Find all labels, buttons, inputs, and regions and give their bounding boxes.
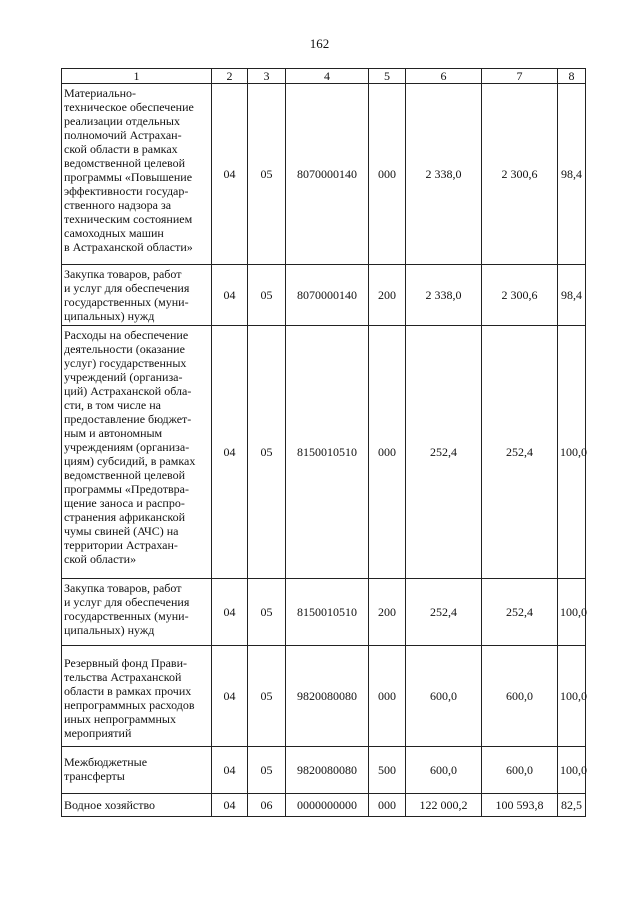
row-name: Резервный фонд Прави- тельства Астраханской области в рамках прочих непрограммных расходов иных непрограммных мероприятий bbox=[62, 646, 212, 747]
cell-target-article: 8070000140 bbox=[286, 265, 369, 326]
cell-executed: 600,0 bbox=[482, 747, 558, 794]
cell-subsection: 05 bbox=[248, 326, 286, 579]
cell-subsection: 05 bbox=[248, 579, 286, 646]
table-row bbox=[62, 84, 586, 265]
cell-percent: 98,4 bbox=[558, 84, 586, 265]
table-row bbox=[62, 265, 586, 326]
cell-section: 04 bbox=[212, 646, 248, 747]
cell-section: 04 bbox=[212, 747, 248, 794]
header-cell: 1 bbox=[62, 69, 212, 84]
cell-executed: 100 593,8 bbox=[482, 794, 558, 817]
header-cell: 7 bbox=[482, 69, 558, 84]
page-number: 162 bbox=[309, 36, 330, 51]
cell-executed: 252,4 bbox=[482, 326, 558, 579]
cell-target-article: 8150010510 bbox=[286, 579, 369, 646]
cell-subsection: 05 bbox=[248, 84, 286, 265]
cell-target-article: 9820080080 bbox=[286, 646, 369, 747]
table-row bbox=[62, 747, 586, 794]
table-row bbox=[62, 794, 586, 817]
row-name: Водное хозяйство bbox=[62, 794, 212, 817]
header-cell: 8 bbox=[558, 69, 586, 84]
row-name: Материально- техническое обеспечение реализации отдельных полномочий Астрахан- ской области в рамках ведомственной целевой программы «Повышение эффективности государ- ственного надзора за техническим состоянием самоходных машин в Астраханской области» bbox=[62, 84, 212, 265]
table-row bbox=[62, 326, 586, 579]
cell-planned: 600,0 bbox=[406, 646, 482, 747]
cell-expense-type: 500 bbox=[369, 747, 406, 794]
row-name: Межбюджетные трансферты bbox=[62, 747, 212, 794]
cell-target-article: 8150010510 bbox=[286, 326, 369, 579]
cell-section: 04 bbox=[212, 326, 248, 579]
header-cell: 3 bbox=[248, 69, 286, 84]
cell-percent: 100,0 bbox=[558, 579, 586, 646]
cell-subsection: 05 bbox=[248, 265, 286, 326]
cell-planned: 600,0 bbox=[406, 747, 482, 794]
cell-executed: 2 300,6 bbox=[482, 265, 558, 326]
cell-section: 04 bbox=[212, 794, 248, 817]
cell-percent: 82,5 bbox=[558, 794, 586, 817]
cell-section: 04 bbox=[212, 579, 248, 646]
cell-planned: 122 000,2 bbox=[406, 794, 482, 817]
row-name: Расходы на обеспечение деятельности (оказание услуг) государственных учреждений (организа- ций) Астраханской обла- сти, в том числе на предоставление бюджет- ным и автономным учреждениям (организа- циям) субсидий, в рамках ведомственной целевой программы «Предотвра- щение заноса и распро- странения африканской чумы свиней (АЧС) на территории Астрахан- ской области» bbox=[62, 326, 212, 579]
cell-section: 04 bbox=[212, 265, 248, 326]
cell-planned: 252,4 bbox=[406, 579, 482, 646]
header-cell: 2 bbox=[212, 69, 248, 84]
cell-expense-type: 000 bbox=[369, 326, 406, 579]
cell-planned: 252,4 bbox=[406, 326, 482, 579]
cell-target-article: 8070000140 bbox=[286, 84, 369, 265]
row-name: Закупка товаров, работ и услуг для обеспечения государственных (муни- ципальных) нужд bbox=[62, 265, 212, 326]
cell-expense-type: 000 bbox=[369, 794, 406, 817]
row-name: Закупка товаров, работ и услуг для обеспечения государственных (муни- ципальных) нужд bbox=[62, 579, 212, 646]
cell-planned: 2 338,0 bbox=[406, 265, 482, 326]
cell-section: 04 bbox=[212, 84, 248, 265]
budget-table bbox=[61, 68, 586, 817]
cell-expense-type: 200 bbox=[369, 265, 406, 326]
cell-subsection: 05 bbox=[248, 747, 286, 794]
cell-planned: 2 338,0 bbox=[406, 84, 482, 265]
cell-target-article: 0000000000 bbox=[286, 794, 369, 817]
cell-percent: 100,0 bbox=[558, 646, 586, 747]
cell-percent: 100,0 bbox=[558, 747, 586, 794]
cell-percent: 98,4 bbox=[558, 265, 586, 326]
cell-subsection: 05 bbox=[248, 646, 286, 747]
header-cell: 6 bbox=[406, 69, 482, 84]
cell-executed: 252,4 bbox=[482, 579, 558, 646]
cell-percent: 100,0 bbox=[558, 326, 586, 579]
header-row bbox=[62, 69, 586, 84]
cell-executed: 2 300,6 bbox=[482, 84, 558, 265]
table-row bbox=[62, 646, 586, 747]
cell-target-article: 9820080080 bbox=[286, 747, 369, 794]
table-row bbox=[62, 579, 586, 646]
cell-expense-type: 000 bbox=[369, 646, 406, 747]
cell-expense-type: 000 bbox=[369, 84, 406, 265]
cell-executed: 600,0 bbox=[482, 646, 558, 747]
header-cell: 5 bbox=[369, 69, 406, 84]
cell-expense-type: 200 bbox=[369, 579, 406, 646]
header-cell: 4 bbox=[286, 69, 369, 84]
cell-subsection: 06 bbox=[248, 794, 286, 817]
